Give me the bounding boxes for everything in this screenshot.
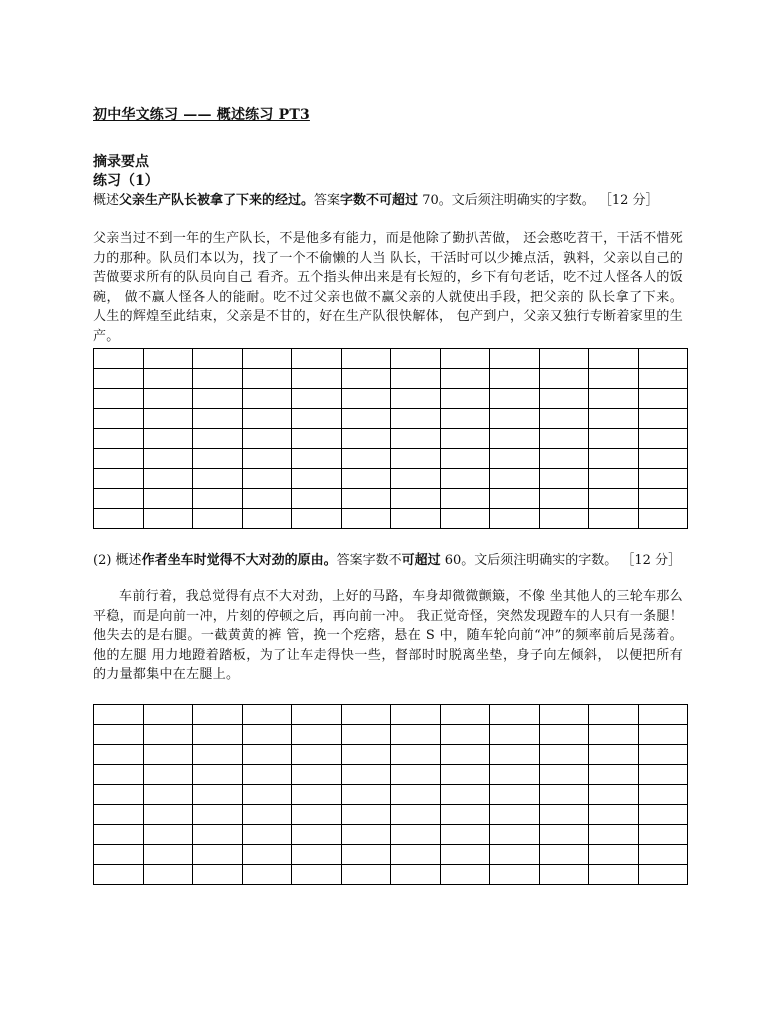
grid-cell[interactable] — [242, 864, 292, 884]
grid-cell[interactable] — [638, 349, 688, 369]
grid-cell[interactable] — [292, 449, 342, 469]
prompt-1-part1: 概述 — [93, 193, 120, 208]
grid-cell[interactable] — [539, 509, 589, 529]
grid-cell[interactable] — [143, 369, 193, 389]
exercise-2-prompt — [93, 551, 683, 570]
grid-cell[interactable] — [440, 704, 490, 724]
grid-cell[interactable] — [292, 509, 342, 529]
grid-cell[interactable] — [391, 844, 441, 864]
prompt-2-part3: 答案字数不 — [336, 553, 402, 568]
grid-cell[interactable] — [440, 369, 490, 389]
grid-cell[interactable] — [292, 784, 342, 804]
grid-row — [94, 864, 688, 884]
grid-cell[interactable] — [94, 409, 144, 429]
grid-cell[interactable] — [341, 409, 391, 429]
grid-cell[interactable] — [440, 489, 490, 509]
grid-cell[interactable] — [539, 864, 589, 884]
grid-cell[interactable] — [391, 824, 441, 844]
grid-row — [94, 489, 688, 509]
grid-cell[interactable] — [341, 389, 391, 409]
grid-cell[interactable] — [539, 369, 589, 389]
grid-cell[interactable] — [94, 744, 144, 764]
prompt-1-part2: 父亲生产队长被拿了下来的经过。 — [119, 193, 315, 208]
grid-cell[interactable] — [143, 744, 193, 764]
grid-cell[interactable] — [292, 864, 342, 884]
grid-cell[interactable] — [242, 824, 292, 844]
grid-cell[interactable] — [539, 704, 589, 724]
grid-cell[interactable] — [341, 349, 391, 369]
grid-cell[interactable] — [341, 449, 391, 469]
grid-cell[interactable] — [490, 389, 540, 409]
grid-cell[interactable] — [292, 409, 342, 429]
grid-cell[interactable] — [242, 369, 292, 389]
prompt-1-part5: 70。文后须注明确实的字数。 ［12 分］ — [418, 193, 659, 208]
grid-cell[interactable] — [391, 469, 441, 489]
grid-row — [94, 784, 688, 804]
grid-cell[interactable] — [242, 409, 292, 429]
grid-cell[interactable] — [143, 469, 193, 489]
grid-cell[interactable] — [242, 764, 292, 784]
answer-grid-2[interactable] — [93, 704, 688, 885]
grid-cell[interactable] — [440, 724, 490, 744]
grid-cell[interactable] — [242, 724, 292, 744]
grid-cell[interactable] — [292, 764, 342, 784]
grid-cell[interactable] — [193, 489, 243, 509]
grid-cell[interactable] — [193, 369, 243, 389]
grid-cell[interactable] — [589, 784, 639, 804]
grid-cell[interactable] — [94, 389, 144, 409]
grid-cell[interactable] — [242, 489, 292, 509]
grid-cell[interactable] — [638, 824, 688, 844]
grid-cell[interactable] — [242, 744, 292, 764]
grid-cell[interactable] — [440, 429, 490, 449]
grid-cell[interactable] — [242, 804, 292, 824]
grid-cell[interactable] — [539, 804, 589, 824]
grid-cell[interactable] — [638, 369, 688, 389]
grid-cell[interactable] — [143, 349, 193, 369]
grid-cell[interactable] — [638, 784, 688, 804]
grid-cell[interactable] — [391, 349, 441, 369]
grid-cell[interactable] — [143, 864, 193, 884]
grid-cell[interactable] — [292, 724, 342, 744]
grid-cell[interactable] — [242, 429, 292, 449]
grid-cell[interactable] — [490, 764, 540, 784]
grid-row — [94, 844, 688, 864]
grid-cell[interactable] — [539, 744, 589, 764]
grid-cell[interactable] — [490, 349, 540, 369]
grid-cell[interactable] — [490, 429, 540, 449]
grid-cell[interactable] — [539, 429, 589, 449]
grid-cell[interactable] — [589, 824, 639, 844]
grid-cell[interactable] — [490, 824, 540, 844]
grid-cell[interactable] — [341, 489, 391, 509]
grid-cell[interactable] — [391, 489, 441, 509]
grid-cell[interactable] — [391, 449, 441, 469]
grid-cell[interactable] — [193, 784, 243, 804]
grid-cell[interactable] — [589, 369, 639, 389]
grid-cell[interactable] — [94, 369, 144, 389]
grid-cell[interactable] — [292, 469, 342, 489]
grid-cell[interactable] — [143, 389, 193, 409]
section-heading: 摘录要点 — [93, 154, 149, 170]
grid-row — [94, 804, 688, 824]
grid-cell[interactable] — [242, 449, 292, 469]
grid-cell[interactable] — [440, 864, 490, 884]
grid-cell[interactable] — [638, 409, 688, 429]
grid-cell[interactable] — [490, 704, 540, 724]
grid-cell[interactable] — [242, 509, 292, 529]
grid-cell[interactable] — [193, 349, 243, 369]
grid-cell[interactable] — [193, 704, 243, 724]
grid-cell[interactable] — [242, 349, 292, 369]
grid-cell[interactable] — [94, 764, 144, 784]
grid-cell[interactable] — [638, 489, 688, 509]
grid-row — [94, 824, 688, 844]
grid-cell[interactable] — [242, 844, 292, 864]
grid-cell[interactable] — [94, 784, 144, 804]
grid-cell[interactable] — [391, 804, 441, 824]
grid-cell[interactable] — [391, 724, 441, 744]
grid-cell[interactable] — [440, 804, 490, 824]
grid-cell[interactable] — [490, 864, 540, 884]
grid-cell[interactable] — [638, 744, 688, 764]
grid-cell[interactable] — [341, 724, 391, 744]
grid-cell[interactable] — [539, 824, 589, 844]
grid-cell[interactable] — [341, 744, 391, 764]
grid-cell[interactable] — [638, 704, 688, 724]
grid-cell[interactable] — [589, 429, 639, 449]
grid-row — [94, 704, 688, 724]
grid-cell[interactable] — [94, 824, 144, 844]
grid-cell[interactable] — [292, 844, 342, 864]
grid-cell[interactable] — [341, 704, 391, 724]
grid-cell[interactable] — [292, 349, 342, 369]
exercise-1-prompt — [93, 191, 683, 210]
grid-cell[interactable] — [589, 409, 639, 429]
grid-cell[interactable] — [589, 489, 639, 509]
prompt-2-part4: 可超过 — [401, 553, 441, 568]
grid-cell[interactable] — [94, 349, 144, 369]
grid-cell[interactable] — [440, 409, 490, 429]
grid-cell[interactable] — [440, 509, 490, 529]
exercise-2-passage: 车前行着，我总觉得有点不大对劲，上好的马路，车身却微微颤簸，不像 坐其他人的三轮车那么平稳，而是向前一冲，片刻的停顿之后，再向前一冲。 我正觉奇怪，突然发现蹬车的人只有一条腿！他失去的是右腿。一截黄黄的裤 管，挽一个疙瘩，悬在 S 中，随车轮向前“冲”的频率前后晃荡着。他的左腿 用力地蹬着踏板，为了让车走得快一些，督部时时脱离坐垫，身子向左倾斜， 以便把所有的力量都集中在左腿上。 — [93, 589, 683, 682]
grid-cell[interactable] — [193, 429, 243, 449]
grid-cell[interactable] — [193, 844, 243, 864]
grid-cell[interactable] — [292, 369, 342, 389]
answer-grid-1[interactable] — [93, 348, 688, 529]
grid-cell[interactable] — [490, 409, 540, 429]
grid-cell[interactable] — [490, 744, 540, 764]
grid-cell[interactable] — [242, 469, 292, 489]
grid-cell[interactable] — [638, 449, 688, 469]
grid-cell[interactable] — [193, 389, 243, 409]
grid-cell[interactable] — [539, 724, 589, 744]
grid-cell[interactable] — [440, 349, 490, 369]
grid-cell[interactable] — [490, 804, 540, 824]
grid-cell[interactable] — [638, 429, 688, 449]
grid-cell[interactable] — [539, 489, 589, 509]
grid-row — [94, 724, 688, 744]
grid-cell[interactable] — [341, 784, 391, 804]
grid-cell[interactable] — [292, 429, 342, 449]
prompt-2-part1: (2) 概述 — [93, 553, 142, 568]
grid-cell[interactable] — [589, 469, 639, 489]
grid-cell[interactable] — [391, 864, 441, 884]
grid-cell[interactable] — [589, 764, 639, 784]
grid-cell[interactable] — [143, 509, 193, 529]
grid-row — [94, 449, 688, 469]
grid-cell[interactable] — [94, 864, 144, 884]
grid-cell[interactable] — [440, 784, 490, 804]
grid-cell[interactable] — [539, 349, 589, 369]
grid-cell[interactable] — [490, 369, 540, 389]
grid-cell[interactable] — [490, 844, 540, 864]
grid-cell[interactable] — [490, 489, 540, 509]
grid-cell[interactable] — [143, 844, 193, 864]
grid-cell[interactable] — [341, 429, 391, 449]
grid-cell[interactable] — [440, 469, 490, 489]
grid-cell[interactable] — [143, 489, 193, 509]
grid-cell[interactable] — [94, 509, 144, 529]
grid-cell[interactable] — [539, 764, 589, 784]
grid-cell[interactable] — [341, 844, 391, 864]
grid-cell[interactable] — [490, 784, 540, 804]
grid-cell[interactable] — [193, 509, 243, 529]
grid-cell[interactable] — [539, 469, 589, 489]
grid-cell[interactable] — [193, 724, 243, 744]
grid-cell[interactable] — [539, 409, 589, 429]
grid-cell[interactable] — [341, 509, 391, 529]
grid-cell[interactable] — [143, 804, 193, 824]
grid-cell[interactable] — [589, 389, 639, 409]
grid-cell[interactable] — [391, 429, 441, 449]
grid-cell[interactable] — [391, 509, 441, 529]
grid-cell[interactable] — [94, 844, 144, 864]
grid-cell[interactable] — [638, 844, 688, 864]
grid-cell[interactable] — [539, 449, 589, 469]
grid-cell[interactable] — [341, 864, 391, 884]
grid-cell[interactable] — [391, 389, 441, 409]
worksheet-page — [93, 105, 683, 885]
grid-cell[interactable] — [341, 764, 391, 784]
grid-cell[interactable] — [292, 744, 342, 764]
grid-cell[interactable] — [490, 449, 540, 469]
grid-cell[interactable] — [292, 489, 342, 509]
grid-cell[interactable] — [589, 864, 639, 884]
grid-cell[interactable] — [143, 724, 193, 744]
grid-cell[interactable] — [193, 824, 243, 844]
grid-cell[interactable] — [638, 469, 688, 489]
grid-cell[interactable] — [143, 764, 193, 784]
grid-cell[interactable] — [292, 704, 342, 724]
grid-cell[interactable] — [440, 449, 490, 469]
prompt-1-part3: 答案 — [314, 193, 341, 208]
grid-cell[interactable] — [193, 409, 243, 429]
grid-cell[interactable] — [440, 824, 490, 844]
exercise-1-heading: 练习（1） — [93, 173, 159, 189]
grid-row — [94, 509, 688, 529]
grid-cell[interactable] — [94, 724, 144, 744]
grid-cell[interactable] — [94, 704, 144, 724]
grid-cell[interactable] — [589, 844, 639, 864]
grid-cell[interactable] — [638, 804, 688, 824]
grid-row — [94, 429, 688, 449]
grid-cell[interactable] — [539, 844, 589, 864]
grid-cell[interactable] — [193, 449, 243, 469]
grid-row — [94, 764, 688, 784]
grid-cell[interactable] — [638, 509, 688, 529]
grid-cell[interactable] — [143, 409, 193, 429]
grid-row — [94, 349, 688, 369]
grid-cell[interactable] — [440, 764, 490, 784]
grid-cell[interactable] — [391, 744, 441, 764]
grid-cell[interactable] — [589, 449, 639, 469]
grid-cell[interactable] — [341, 369, 391, 389]
grid-cell[interactable] — [242, 704, 292, 724]
grid-row — [94, 409, 688, 429]
grid-cell[interactable] — [638, 864, 688, 884]
grid-cell[interactable] — [589, 724, 639, 744]
grid-cell[interactable] — [341, 824, 391, 844]
prompt-2-part2: 作者坐车时觉得不大对劲的原由。 — [141, 553, 337, 568]
grid-cell[interactable] — [94, 804, 144, 824]
grid-cell[interactable] — [292, 824, 342, 844]
grid-cell[interactable] — [490, 469, 540, 489]
grid-cell[interactable] — [143, 429, 193, 449]
grid-cell[interactable] — [143, 704, 193, 724]
grid-cell[interactable] — [638, 389, 688, 409]
grid-cell[interactable] — [440, 844, 490, 864]
grid-cell[interactable] — [341, 804, 391, 824]
grid-row — [94, 469, 688, 489]
grid-row — [94, 744, 688, 764]
grid-cell[interactable] — [143, 824, 193, 844]
grid-cell[interactable] — [193, 864, 243, 884]
grid-cell[interactable] — [341, 469, 391, 489]
grid-cell[interactable] — [391, 764, 441, 784]
grid-cell[interactable] — [292, 389, 342, 409]
grid-cell[interactable] — [638, 724, 688, 744]
grid-cell[interactable] — [490, 509, 540, 529]
grid-cell[interactable] — [193, 469, 243, 489]
grid-cell[interactable] — [94, 489, 144, 509]
grid-cell[interactable] — [440, 389, 490, 409]
exercise-1-passage: 父亲当过不到一年的生产队长，不是他多有能力，而是他除了勤扒苦做， 还会憨吃苕干，干活不惜死力的那种。队员们本以为，找了一个不偷懒的人当 队长，干活时可以少摊点活，孰料，父亲以自己的苦做要求所有的队员向自己 看齐。五个指头伸出来是有长短的，乡下有句老话，吃不过人怪各人的饭碗， 做不赢人怪各人的能耐。吃不过父亲也做不赢父亲的人就使出手段，把父亲的 队长拿了下来。人生的辉煌至此结束，父亲是不甘的，好在生产队很快解体， 包产到户，父亲又独行专断着家里的生产。 — [93, 231, 683, 344]
grid-cell[interactable] — [242, 784, 292, 804]
grid-cell[interactable] — [292, 804, 342, 824]
grid-cell[interactable] — [143, 784, 193, 804]
grid-cell[interactable] — [589, 349, 639, 369]
prompt-2-part5: 60。文后须注明确实的字数。 ［12 分］ — [440, 553, 682, 568]
grid-cell[interactable] — [589, 804, 639, 824]
grid-cell[interactable] — [143, 449, 193, 469]
grid-cell[interactable] — [391, 704, 441, 724]
grid-cell[interactable] — [539, 389, 589, 409]
grid-cell[interactable] — [539, 784, 589, 804]
grid-cell[interactable] — [242, 389, 292, 409]
grid-cell[interactable] — [193, 764, 243, 784]
grid-cell[interactable] — [589, 744, 639, 764]
grid-row — [94, 389, 688, 409]
grid-cell[interactable] — [193, 744, 243, 764]
prompt-1-part4: 字数不可超过 — [340, 193, 419, 208]
grid-cell[interactable] — [94, 449, 144, 469]
grid-cell[interactable] — [391, 369, 441, 389]
grid-cell[interactable] — [589, 509, 639, 529]
grid-cell[interactable] — [490, 724, 540, 744]
grid-cell[interactable] — [193, 804, 243, 824]
grid-cell[interactable] — [94, 429, 144, 449]
grid-row — [94, 369, 688, 389]
grid-cell[interactable] — [391, 784, 441, 804]
page-title: 初中华文练习 —— 概述练习 PT3 — [93, 107, 310, 123]
grid-cell[interactable] — [391, 409, 441, 429]
grid-cell[interactable] — [94, 469, 144, 489]
grid-cell[interactable] — [638, 764, 688, 784]
grid-cell[interactable] — [589, 704, 639, 724]
grid-cell[interactable] — [440, 744, 490, 764]
